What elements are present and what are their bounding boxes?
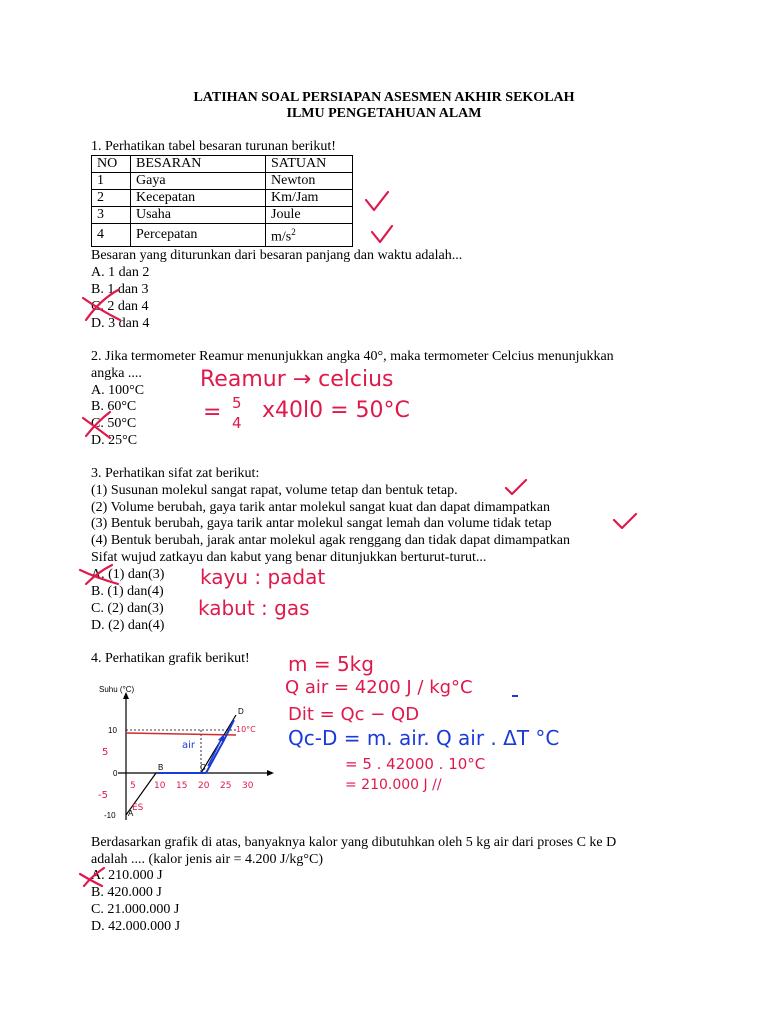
q1-prompt: 1. Perhatikan tabel besaran turunan berikut! bbox=[91, 139, 336, 154]
table-cell: Newton bbox=[266, 173, 353, 190]
q3-item-4: (4) Bentuk berubah, jarak antar molekul agak renggang dan tidak dapat dimampatkan bbox=[91, 533, 570, 548]
q3-item-3: (3) Bentuk berubah, gaya tarik antar molekul sangat lemah dan volume tidak tetap bbox=[91, 516, 552, 531]
q4-option-a: A. 210.000 J bbox=[91, 868, 163, 883]
hw-frac-num: 5 bbox=[232, 394, 242, 412]
hw-answer: = 210.000 J // bbox=[345, 777, 442, 793]
q3-question: Sifat wujud zatkayu dan kabut yang benar ditunjukkan berturut-turut... bbox=[91, 550, 487, 565]
q2-prompt-cont: angka .... bbox=[91, 366, 142, 381]
y-tick-neg10: -10 bbox=[104, 811, 116, 820]
q3-option-d: D. (2) dan(4) bbox=[91, 618, 165, 633]
q4-prompt: 4. Perhatikan grafik berikut! bbox=[91, 651, 250, 666]
table-cell: 2 bbox=[92, 190, 131, 207]
hw-mass: m = 5kg bbox=[288, 652, 374, 676]
q3-option-a: A. (1) dan(3) bbox=[91, 567, 165, 582]
unit-text: m/s bbox=[271, 229, 292, 245]
hw-equals: = bbox=[203, 400, 222, 425]
q3-prompt: 3. Perhatikan sifat zat berikut: bbox=[91, 466, 260, 481]
cross-icon bbox=[80, 874, 102, 886]
page-subtitle: ILMU PENGETAHUAN ALAM bbox=[286, 106, 482, 121]
check-icon bbox=[506, 480, 526, 494]
q2-prompt: 2. Jika termometer Reamur menunjukkan angka 40°, maka termometer Celcius menunjukkan bbox=[91, 349, 614, 364]
hw-10c: 10°C bbox=[236, 725, 256, 734]
q4-question-cont: adalah .... (kalor jenis air = 4.200 J/kg°C) bbox=[91, 852, 323, 867]
table-header: NO bbox=[92, 156, 131, 173]
q3-item-1: (1) Susunan molekul sangat rapat, volume tetap dan bentuk tetap. bbox=[91, 483, 458, 498]
unit-superscript: 2 bbox=[291, 227, 296, 237]
hw-air: air bbox=[182, 740, 196, 751]
q1-option-c: C. 2 dan 4 bbox=[91, 299, 149, 314]
table-cell: Joule bbox=[266, 207, 353, 224]
hw-formula: Qc-D = m. air. Q air . ΔT °C bbox=[288, 726, 560, 750]
q4-option-c: C. 21.000.000 J bbox=[91, 902, 180, 917]
hw-es: ES bbox=[132, 803, 144, 813]
hw-dit: Dit = Qc − QD bbox=[288, 704, 420, 725]
hw-qair: Q air = 4200 J / kg°C bbox=[285, 677, 473, 698]
y-tick-10: 10 bbox=[108, 726, 117, 735]
q1-option-d: D. 3 dan 4 bbox=[91, 316, 150, 331]
table-cell: Usaha bbox=[131, 207, 266, 224]
table-cell: 4 bbox=[92, 224, 131, 247]
table-cell: Gaya bbox=[131, 173, 266, 190]
hw-x-25: 25 bbox=[220, 781, 232, 791]
hw-reamur-celcius: Reamur → celcius bbox=[200, 367, 394, 392]
q3-item-2: (2) Volume berubah, gaya tarik antar molekul sangat kuat dan dapat dimampatkan bbox=[91, 500, 551, 515]
q3-option-c: C. (2) dan(3) bbox=[91, 601, 164, 616]
hw-calc: = 5 . 42000 . 10°C bbox=[345, 755, 486, 773]
hw-x-15: 15 bbox=[176, 781, 188, 791]
table-header: SATUAN bbox=[266, 156, 353, 173]
q1-option-a: A. 1 dan 2 bbox=[91, 265, 150, 280]
hw-y-5: 5 bbox=[102, 747, 109, 758]
hw-result: x40l0 = 50°C bbox=[262, 398, 410, 423]
q1-question: Besaran yang diturunkan dari besaran panjang dan waktu adalah... bbox=[91, 248, 463, 263]
hw-kabut-gas: kabut : gas bbox=[198, 596, 310, 620]
point-a: A bbox=[128, 809, 134, 818]
table-cell: Km/Jam bbox=[266, 190, 353, 207]
q2-option-b: B. 60°C bbox=[91, 399, 137, 414]
q2-option-c: C. 50°C bbox=[91, 416, 137, 431]
table-cell: Percepatan bbox=[131, 224, 266, 247]
hw-x-5: 5 bbox=[130, 781, 136, 791]
y-axis-label: Suhu (°C) bbox=[99, 685, 135, 694]
table-cell: 1 bbox=[92, 173, 131, 190]
y-tick-0: 0 bbox=[113, 769, 118, 778]
q1-option-b: B. 1 dan 3 bbox=[91, 282, 149, 297]
q3-option-b: B. (1) dan(4) bbox=[91, 584, 164, 599]
hw-x-10: 10 bbox=[154, 781, 166, 791]
table-cell: 3 bbox=[92, 207, 131, 224]
q2-option-a: A. 100°C bbox=[91, 383, 145, 398]
point-d: D bbox=[238, 707, 244, 716]
q4-option-d: D. 42.000.000 J bbox=[91, 919, 181, 934]
check-icon bbox=[366, 192, 388, 210]
check-icon bbox=[372, 226, 392, 242]
hw-x-30: 30 bbox=[242, 781, 254, 791]
table-cell: Kecepatan bbox=[131, 190, 266, 207]
point-b: B bbox=[158, 763, 164, 772]
hw-kayu-padat: kayu : padat bbox=[200, 565, 326, 589]
q4-option-b: B. 420.000 J bbox=[91, 885, 162, 900]
check-icon bbox=[614, 514, 636, 528]
q2-option-d: D. 25°C bbox=[91, 433, 138, 448]
hw-y-neg5: -5 bbox=[98, 790, 108, 801]
table-header: BESARAN bbox=[131, 156, 266, 173]
hw-x-20: 20 bbox=[198, 781, 210, 791]
hw-frac-den: 4 bbox=[232, 414, 242, 432]
point-c: C bbox=[200, 763, 206, 772]
q4-question: Berdasarkan grafik di atas, banyaknya kalor yang dibutuhkan oleh 5 kg air dari proses C ke D bbox=[91, 835, 617, 850]
page-title: LATIHAN SOAL PERSIAPAN ASESMEN AKHIR SEKOLAH bbox=[193, 90, 575, 105]
